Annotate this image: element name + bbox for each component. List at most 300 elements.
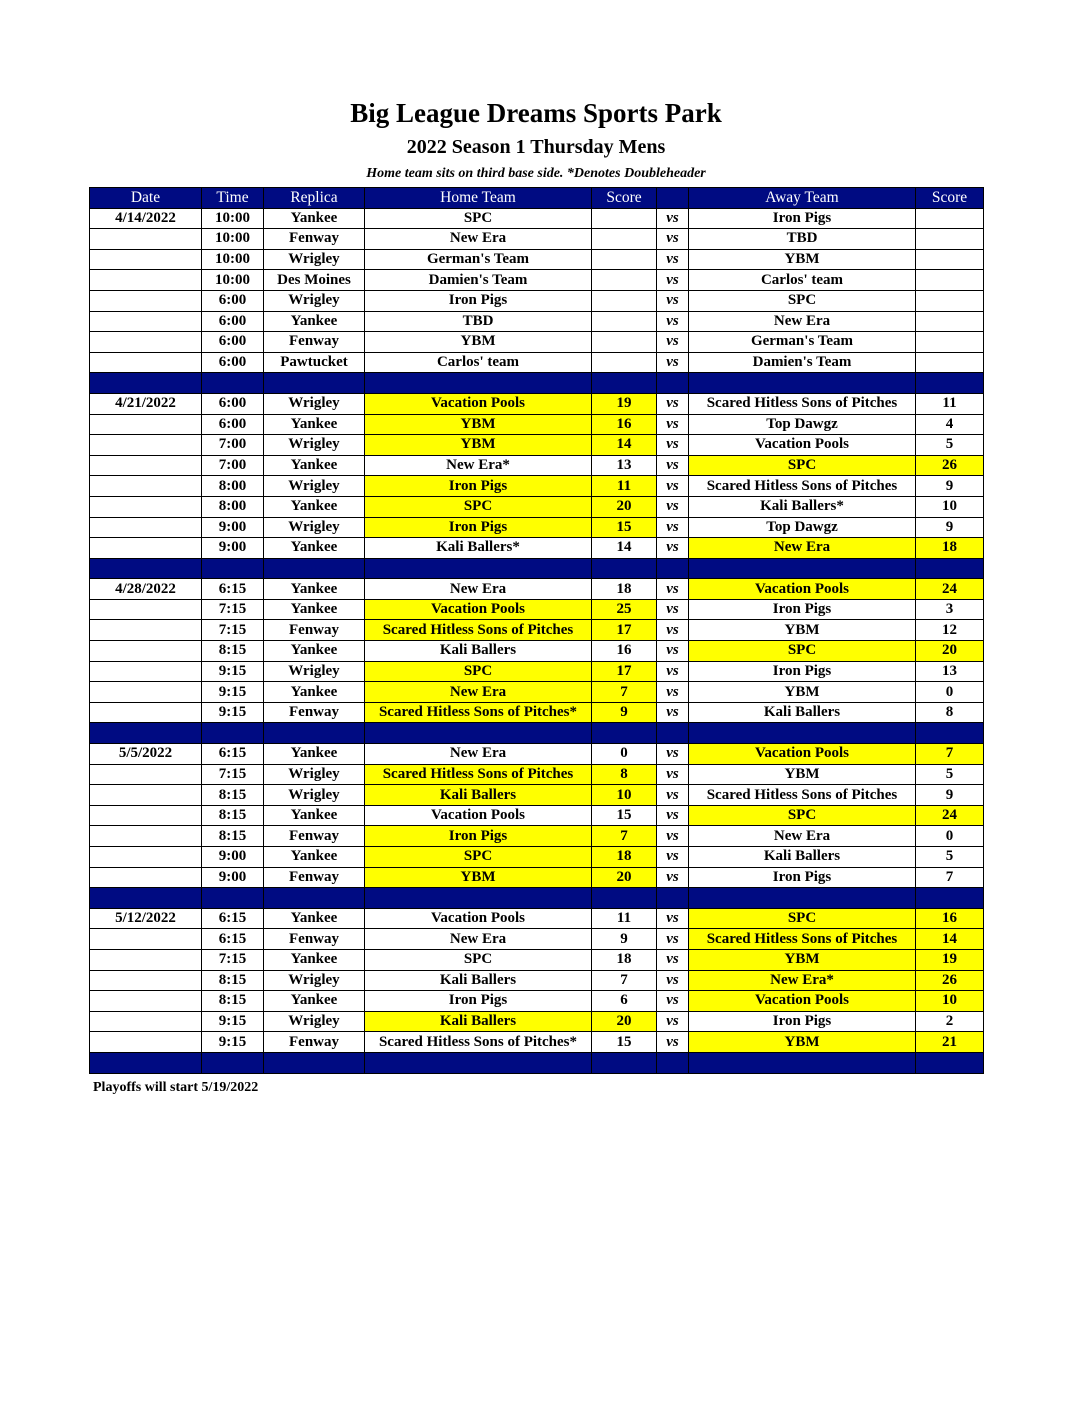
- vs-cell: vs: [657, 744, 689, 765]
- away-score-cell: 12: [916, 620, 984, 641]
- time-cell: 6:15: [202, 579, 264, 600]
- vs-cell: vs: [657, 641, 689, 662]
- table-row: [90, 208, 984, 229]
- table-row: [90, 290, 984, 311]
- vs-cell: vs: [657, 496, 689, 517]
- replica-cell: Yankee: [264, 949, 365, 970]
- away-score-cell: 8: [916, 702, 984, 723]
- home-team-cell: Vacation Pools: [365, 599, 592, 620]
- date-cell: [90, 847, 202, 868]
- date-cell: [90, 599, 202, 620]
- home-score-cell: 14: [592, 435, 657, 456]
- table-row: [90, 929, 984, 950]
- date-cell: 5/12/2022: [90, 908, 202, 929]
- table-row: [90, 785, 984, 806]
- week-separator-row: [90, 558, 984, 579]
- date-cell: [90, 229, 202, 250]
- away-score-cell: 14: [916, 929, 984, 950]
- home-score-cell: 17: [592, 620, 657, 641]
- away-team-cell: New Era*: [689, 970, 916, 991]
- away-team-cell: SPC: [689, 908, 916, 929]
- time-cell: 9:15: [202, 661, 264, 682]
- home-score-cell: [592, 332, 657, 353]
- home-score-cell: [592, 270, 657, 291]
- separator-cell: [592, 558, 657, 579]
- away-score-cell: 13: [916, 661, 984, 682]
- vs-cell: vs: [657, 517, 689, 538]
- separator-cell: [365, 1052, 592, 1073]
- time-cell: 9:15: [202, 1032, 264, 1053]
- vs-cell: vs: [657, 991, 689, 1012]
- away-team-cell: Top Dawgz: [689, 517, 916, 538]
- home-score-cell: 20: [592, 496, 657, 517]
- separator-cell: [657, 888, 689, 909]
- time-cell: 8:15: [202, 991, 264, 1012]
- replica-cell: Fenway: [264, 332, 365, 353]
- week-separator-row: [90, 1052, 984, 1073]
- date-cell: [90, 476, 202, 497]
- away-team-cell: Carlos' team: [689, 270, 916, 291]
- home-team-cell: Vacation Pools: [365, 805, 592, 826]
- home-team-cell: YBM: [365, 414, 592, 435]
- column-header: Date: [90, 188, 202, 209]
- date-cell: [90, 949, 202, 970]
- vs-cell: vs: [657, 311, 689, 332]
- home-team-cell: Iron Pigs: [365, 991, 592, 1012]
- table-row: [90, 311, 984, 332]
- home-team-cell: New Era: [365, 929, 592, 950]
- replica-cell: Yankee: [264, 579, 365, 600]
- column-header: Replica: [264, 188, 365, 209]
- table-row: [90, 1032, 984, 1053]
- replica-cell: Wrigley: [264, 517, 365, 538]
- away-team-cell: New Era: [689, 826, 916, 847]
- date-cell: [90, 991, 202, 1012]
- separator-cell: [264, 1052, 365, 1073]
- time-cell: 8:00: [202, 476, 264, 497]
- home-team-cell: New Era: [365, 682, 592, 703]
- table-row: [90, 414, 984, 435]
- table-row: [90, 764, 984, 785]
- away-score-cell: 0: [916, 682, 984, 703]
- time-cell: 9:00: [202, 517, 264, 538]
- home-score-cell: 14: [592, 538, 657, 559]
- home-score-cell: 20: [592, 867, 657, 888]
- home-score-cell: 16: [592, 414, 657, 435]
- vs-cell: vs: [657, 682, 689, 703]
- separator-cell: [916, 373, 984, 394]
- time-cell: 8:15: [202, 826, 264, 847]
- vs-cell: vs: [657, 393, 689, 414]
- schedule-body: [90, 208, 984, 1073]
- home-team-cell: Scared Hitless Sons of Pitches*: [365, 702, 592, 723]
- table-row: [90, 949, 984, 970]
- away-team-cell: New Era: [689, 311, 916, 332]
- table-row: [90, 908, 984, 929]
- replica-cell: Yankee: [264, 599, 365, 620]
- home-score-cell: 6: [592, 991, 657, 1012]
- home-team-cell: Kali Ballers: [365, 785, 592, 806]
- table-row: [90, 517, 984, 538]
- vs-cell: vs: [657, 805, 689, 826]
- home-score-cell: 19: [592, 393, 657, 414]
- home-team-cell: Carlos' team: [365, 352, 592, 373]
- home-team-cell: Iron Pigs: [365, 290, 592, 311]
- away-score-cell: 7: [916, 744, 984, 765]
- home-score-cell: [592, 352, 657, 373]
- time-cell: 10:00: [202, 229, 264, 250]
- date-cell: [90, 455, 202, 476]
- away-score-cell: 5: [916, 847, 984, 868]
- away-score-cell: 7: [916, 867, 984, 888]
- home-score-cell: [592, 229, 657, 250]
- table-row: [90, 249, 984, 270]
- away-team-cell: Scared Hitless Sons of Pitches: [689, 393, 916, 414]
- date-cell: 4/28/2022: [90, 579, 202, 600]
- separator-cell: [202, 1052, 264, 1073]
- table-row: [90, 352, 984, 373]
- home-team-cell: Scared Hitless Sons of Pitches: [365, 620, 592, 641]
- home-team-cell: Vacation Pools: [365, 393, 592, 414]
- time-cell: 9:00: [202, 847, 264, 868]
- week-separator-row: [90, 723, 984, 744]
- home-score-cell: [592, 208, 657, 229]
- away-team-cell: Scared Hitless Sons of Pitches: [689, 476, 916, 497]
- home-score-cell: 7: [592, 970, 657, 991]
- home-team-cell: Scared Hitless Sons of Pitches*: [365, 1032, 592, 1053]
- home-score-cell: 9: [592, 702, 657, 723]
- away-team-cell: SPC: [689, 805, 916, 826]
- column-header: [657, 188, 689, 209]
- time-cell: 7:00: [202, 435, 264, 456]
- replica-cell: Yankee: [264, 496, 365, 517]
- table-header-row: [90, 188, 984, 209]
- table-row: [90, 970, 984, 991]
- home-score-cell: 11: [592, 476, 657, 497]
- replica-cell: Fenway: [264, 826, 365, 847]
- table-row: [90, 847, 984, 868]
- away-team-cell: Kali Ballers: [689, 847, 916, 868]
- vs-cell: vs: [657, 1011, 689, 1032]
- replica-cell: Fenway: [264, 229, 365, 250]
- home-team-cell: YBM: [365, 867, 592, 888]
- home-team-cell: Iron Pigs: [365, 476, 592, 497]
- footer-note: Playoffs will start 5/19/2022: [93, 1080, 259, 1095]
- away-team-cell: YBM: [689, 1032, 916, 1053]
- time-cell: 8:15: [202, 805, 264, 826]
- away-team-cell: Vacation Pools: [689, 435, 916, 456]
- date-cell: [90, 352, 202, 373]
- separator-cell: [202, 558, 264, 579]
- replica-cell: Yankee: [264, 208, 365, 229]
- away-score-cell: [916, 290, 984, 311]
- column-header: Score: [916, 188, 984, 209]
- table-row: [90, 270, 984, 291]
- vs-cell: vs: [657, 764, 689, 785]
- time-cell: 10:00: [202, 270, 264, 291]
- replica-cell: Fenway: [264, 1032, 365, 1053]
- away-team-cell: Scared Hitless Sons of Pitches: [689, 929, 916, 950]
- away-team-cell: YBM: [689, 764, 916, 785]
- time-cell: 9:15: [202, 682, 264, 703]
- away-score-cell: [916, 311, 984, 332]
- home-score-cell: 18: [592, 949, 657, 970]
- vs-cell: vs: [657, 476, 689, 497]
- vs-cell: vs: [657, 908, 689, 929]
- replica-cell: Fenway: [264, 929, 365, 950]
- separator-cell: [689, 1052, 916, 1073]
- away-score-cell: 20: [916, 641, 984, 662]
- separator-cell: [592, 373, 657, 394]
- home-score-cell: 10: [592, 785, 657, 806]
- away-score-cell: 5: [916, 764, 984, 785]
- replica-cell: Yankee: [264, 908, 365, 929]
- column-header: Score: [592, 188, 657, 209]
- away-team-cell: Scared Hitless Sons of Pitches: [689, 785, 916, 806]
- separator-cell: [365, 723, 592, 744]
- home-team-cell: Kali Ballers: [365, 1011, 592, 1032]
- home-score-cell: [592, 311, 657, 332]
- date-cell: [90, 1011, 202, 1032]
- time-cell: 6:00: [202, 290, 264, 311]
- away-score-cell: 24: [916, 579, 984, 600]
- away-team-cell: New Era: [689, 538, 916, 559]
- table-row: [90, 744, 984, 765]
- vs-cell: vs: [657, 949, 689, 970]
- home-team-cell: SPC: [365, 661, 592, 682]
- home-score-cell: 7: [592, 826, 657, 847]
- vs-cell: vs: [657, 826, 689, 847]
- table-row: [90, 579, 984, 600]
- separator-cell: [264, 888, 365, 909]
- away-team-cell: Damien's Team: [689, 352, 916, 373]
- time-cell: 9:15: [202, 702, 264, 723]
- time-cell: 8:15: [202, 785, 264, 806]
- away-team-cell: German's Team: [689, 332, 916, 353]
- away-score-cell: 24: [916, 805, 984, 826]
- separator-cell: [365, 888, 592, 909]
- home-team-cell: New Era*: [365, 455, 592, 476]
- away-score-cell: [916, 270, 984, 291]
- home-score-cell: 9: [592, 929, 657, 950]
- date-cell: [90, 826, 202, 847]
- replica-cell: Yankee: [264, 311, 365, 332]
- time-cell: 8:15: [202, 641, 264, 662]
- separator-cell: [202, 888, 264, 909]
- away-score-cell: 2: [916, 1011, 984, 1032]
- time-cell: 9:00: [202, 867, 264, 888]
- home-score-cell: 16: [592, 641, 657, 662]
- replica-cell: Yankee: [264, 414, 365, 435]
- away-team-cell: SPC: [689, 641, 916, 662]
- vs-cell: vs: [657, 270, 689, 291]
- home-team-cell: SPC: [365, 847, 592, 868]
- vs-cell: vs: [657, 455, 689, 476]
- separator-cell: [365, 373, 592, 394]
- separator-cell: [202, 723, 264, 744]
- time-cell: 6:15: [202, 929, 264, 950]
- home-score-cell: 13: [592, 455, 657, 476]
- separator-cell: [264, 723, 365, 744]
- separator-cell: [90, 723, 202, 744]
- date-cell: [90, 249, 202, 270]
- away-team-cell: Iron Pigs: [689, 599, 916, 620]
- table-row: [90, 805, 984, 826]
- home-score-cell: 15: [592, 1032, 657, 1053]
- away-team-cell: YBM: [689, 682, 916, 703]
- separator-cell: [592, 888, 657, 909]
- page-subtitle: 2022 Season 1 Thursday Mens: [406, 136, 666, 158]
- home-team-cell: YBM: [365, 435, 592, 456]
- away-score-cell: 16: [916, 908, 984, 929]
- replica-cell: Yankee: [264, 805, 365, 826]
- vs-cell: vs: [657, 1032, 689, 1053]
- away-score-cell: [916, 249, 984, 270]
- separator-cell: [90, 888, 202, 909]
- away-score-cell: 9: [916, 517, 984, 538]
- replica-cell: Yankee: [264, 682, 365, 703]
- separator-cell: [657, 1052, 689, 1073]
- replica-cell: Wrigley: [264, 249, 365, 270]
- away-score-cell: 11: [916, 393, 984, 414]
- week-separator-row: [90, 373, 984, 394]
- time-cell: 7:15: [202, 949, 264, 970]
- home-team-cell: New Era: [365, 579, 592, 600]
- time-cell: 6:00: [202, 332, 264, 353]
- away-score-cell: [916, 352, 984, 373]
- home-score-cell: 17: [592, 661, 657, 682]
- table-row: [90, 1011, 984, 1032]
- replica-cell: Des Moines: [264, 270, 365, 291]
- table-row: [90, 496, 984, 517]
- time-cell: 8:15: [202, 970, 264, 991]
- separator-cell: [264, 373, 365, 394]
- home-score-cell: 18: [592, 579, 657, 600]
- date-cell: [90, 332, 202, 353]
- home-team-cell: SPC: [365, 949, 592, 970]
- replica-cell: Wrigley: [264, 476, 365, 497]
- away-team-cell: Iron Pigs: [689, 208, 916, 229]
- away-score-cell: 5: [916, 435, 984, 456]
- separator-cell: [657, 373, 689, 394]
- home-team-cell: Iron Pigs: [365, 826, 592, 847]
- vs-cell: vs: [657, 661, 689, 682]
- away-score-cell: 3: [916, 599, 984, 620]
- time-cell: 6:00: [202, 414, 264, 435]
- date-cell: [90, 682, 202, 703]
- vs-cell: vs: [657, 867, 689, 888]
- table-row: [90, 661, 984, 682]
- vs-cell: vs: [657, 702, 689, 723]
- date-cell: [90, 435, 202, 456]
- vs-cell: vs: [657, 229, 689, 250]
- time-cell: 7:15: [202, 599, 264, 620]
- home-team-cell: YBM: [365, 332, 592, 353]
- separator-cell: [365, 558, 592, 579]
- away-team-cell: SPC: [689, 455, 916, 476]
- away-team-cell: YBM: [689, 249, 916, 270]
- table-row: [90, 393, 984, 414]
- separator-cell: [916, 888, 984, 909]
- away-team-cell: SPC: [689, 290, 916, 311]
- separator-cell: [689, 888, 916, 909]
- vs-cell: vs: [657, 847, 689, 868]
- date-cell: [90, 517, 202, 538]
- away-score-cell: 10: [916, 496, 984, 517]
- replica-cell: Fenway: [264, 702, 365, 723]
- away-team-cell: Vacation Pools: [689, 744, 916, 765]
- time-cell: 7:15: [202, 764, 264, 785]
- home-team-cell: TBD: [365, 311, 592, 332]
- away-score-cell: 21: [916, 1032, 984, 1053]
- replica-cell: Pawtucket: [264, 352, 365, 373]
- column-header: Home Team: [365, 188, 592, 209]
- away-score-cell: 9: [916, 785, 984, 806]
- column-header: Away Team: [689, 188, 916, 209]
- date-cell: [90, 785, 202, 806]
- table-row: [90, 538, 984, 559]
- home-team-cell: Kali Ballers*: [365, 538, 592, 559]
- away-score-cell: 19: [916, 949, 984, 970]
- home-score-cell: 25: [592, 599, 657, 620]
- replica-cell: Wrigley: [264, 290, 365, 311]
- away-team-cell: Vacation Pools: [689, 991, 916, 1012]
- home-team-cell: Kali Ballers: [365, 970, 592, 991]
- away-score-cell: [916, 229, 984, 250]
- separator-cell: [592, 723, 657, 744]
- time-cell: 6:15: [202, 744, 264, 765]
- away-team-cell: Iron Pigs: [689, 867, 916, 888]
- replica-cell: Wrigley: [264, 785, 365, 806]
- date-cell: [90, 702, 202, 723]
- replica-cell: Wrigley: [264, 661, 365, 682]
- away-score-cell: 0: [916, 826, 984, 847]
- date-cell: 5/5/2022: [90, 744, 202, 765]
- away-score-cell: 4: [916, 414, 984, 435]
- home-team-cell: Vacation Pools: [365, 908, 592, 929]
- time-cell: 6:00: [202, 352, 264, 373]
- home-score-cell: 8: [592, 764, 657, 785]
- vs-cell: vs: [657, 249, 689, 270]
- table-row: [90, 867, 984, 888]
- replica-cell: Yankee: [264, 538, 365, 559]
- away-score-cell: 9: [916, 476, 984, 497]
- page-title: Big League Dreams Sports Park: [350, 98, 722, 128]
- home-score-cell: [592, 249, 657, 270]
- separator-cell: [90, 1052, 202, 1073]
- time-cell: 7:15: [202, 620, 264, 641]
- time-cell: 10:00: [202, 249, 264, 270]
- date-cell: [90, 496, 202, 517]
- home-team-cell: Kali Ballers: [365, 641, 592, 662]
- vs-cell: vs: [657, 785, 689, 806]
- replica-cell: Fenway: [264, 867, 365, 888]
- replica-cell: Wrigley: [264, 764, 365, 785]
- separator-cell: [264, 558, 365, 579]
- away-team-cell: Iron Pigs: [689, 661, 916, 682]
- separator-cell: [916, 723, 984, 744]
- separator-cell: [689, 723, 916, 744]
- vs-cell: vs: [657, 435, 689, 456]
- separator-cell: [592, 1052, 657, 1073]
- date-cell: 4/14/2022: [90, 208, 202, 229]
- table-row: [90, 702, 984, 723]
- away-team-cell: TBD: [689, 229, 916, 250]
- vs-cell: vs: [657, 352, 689, 373]
- home-score-cell: 18: [592, 847, 657, 868]
- date-cell: [90, 867, 202, 888]
- time-cell: 8:00: [202, 496, 264, 517]
